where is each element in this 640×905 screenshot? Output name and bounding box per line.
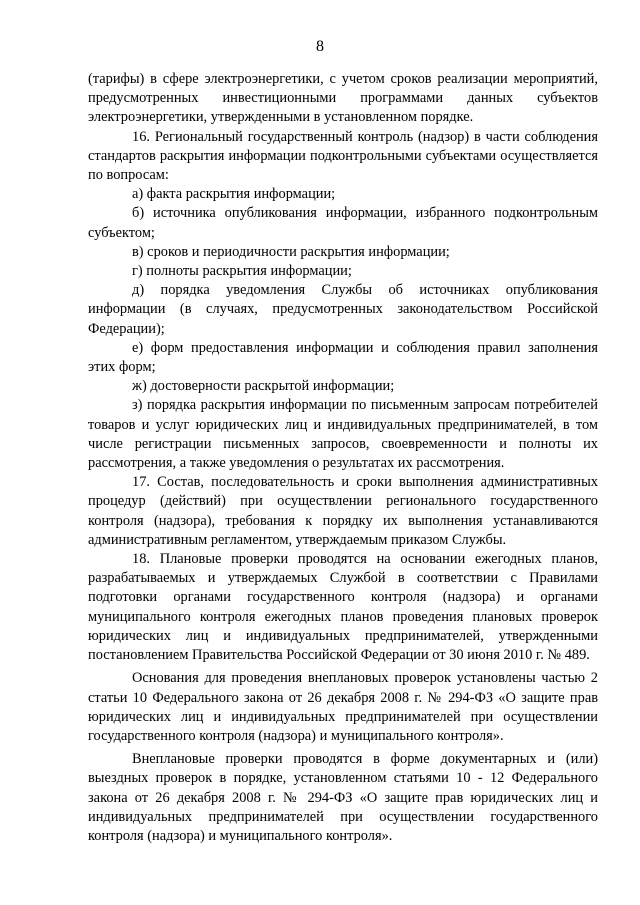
list-item-v: в) сроков и периодичности раскрытия информации; xyxy=(132,243,450,260)
paragraph-18: 18. Плановые проверки проводятся на основании ежегодных планов, разрабатываемых и утверждаемых Службой в соответствии с Правилами подготовки органами государственного контроля (надзора) и органами муниципального контроля ежегодных планов проведения плановых проверок юридических лиц и индивидуальных предпринимателей, утвержденными постановлением Правительства Российской Федерации от 30 июня 2010 г. № 489. xyxy=(88,551,598,664)
paragraph-16: 16. Региональный государственный контроль (надзор) в части соблюдения стандартов раскрытия информации подконтрольными субъектами осуществляется по вопросам: xyxy=(88,128,598,184)
paragraph-17: 17. Состав, последовательность и сроки выполнения административных процедур (действий) при осуществлении регионального государственного контроля (надзора), требования к порядку их выполнения устанавливаются административным регламентом, утверждаемым приказом Службы. xyxy=(88,474,598,548)
paragraph-unscheduled-grounds: Основания для проведения внеплановых проверок установлены частью 2 статьи 10 Федерального закона от 26 декабря 2008 г. № 294-ФЗ «О защите прав юридических лиц и индивидуальных предпринимателей при осуществлении государственного контроля (надзора) и муниципального контроля». xyxy=(88,670,598,744)
list-item-z: з) порядка раскрытия информации по письменным запросам потребителей товаров и услуг юридических лиц и индивидуальных предпринимателей, в том числе регистрации письменных запросов, своевременности и полноты их рассмотрения, а также уведомления о результатах их рассмотрения. xyxy=(88,397,598,472)
list-item-g: г) полноты раскрытия информации; xyxy=(132,263,352,280)
paragraph-tariffs-continuation: (тарифы) в сфере электроэнергетики, с учетом сроков реализации мероприятий, предусмотренных инвестиционными программами данных субъектов электроэнергетики, утвержденными в установленном порядке. xyxy=(88,71,598,126)
list-item-e: е) форм предоставления информации и соблюдения правил заполнения этих форм; xyxy=(88,339,598,376)
list-item-a: а) факта раскрытия информации; xyxy=(132,186,336,203)
paragraph-unscheduled-form: Внеплановые проверки проводятся в форме документарных и (или) выездных проверок в порядке, установленном статьями 10 - 12 Федерального закона от 26 декабря 2008 г. № 294-ФЗ «О защите прав юридических лиц и индивидуальных предпринимателей при осуществлении государственного контроля (надзора) и муниципального контроля». xyxy=(88,751,598,844)
list-item-b: б) источника опубликования информации, избранного подконтрольным субъектом; xyxy=(88,205,598,241)
page-number: 8 xyxy=(316,38,324,55)
list-item-d: д) порядка уведомления Службы об источниках опубликования информации (в случаях, предусмотренных законодательством Российской Федерации); xyxy=(88,282,598,337)
list-item-zh: ж) достоверности раскрытой информации; xyxy=(132,378,395,395)
document-body xyxy=(88,70,598,846)
